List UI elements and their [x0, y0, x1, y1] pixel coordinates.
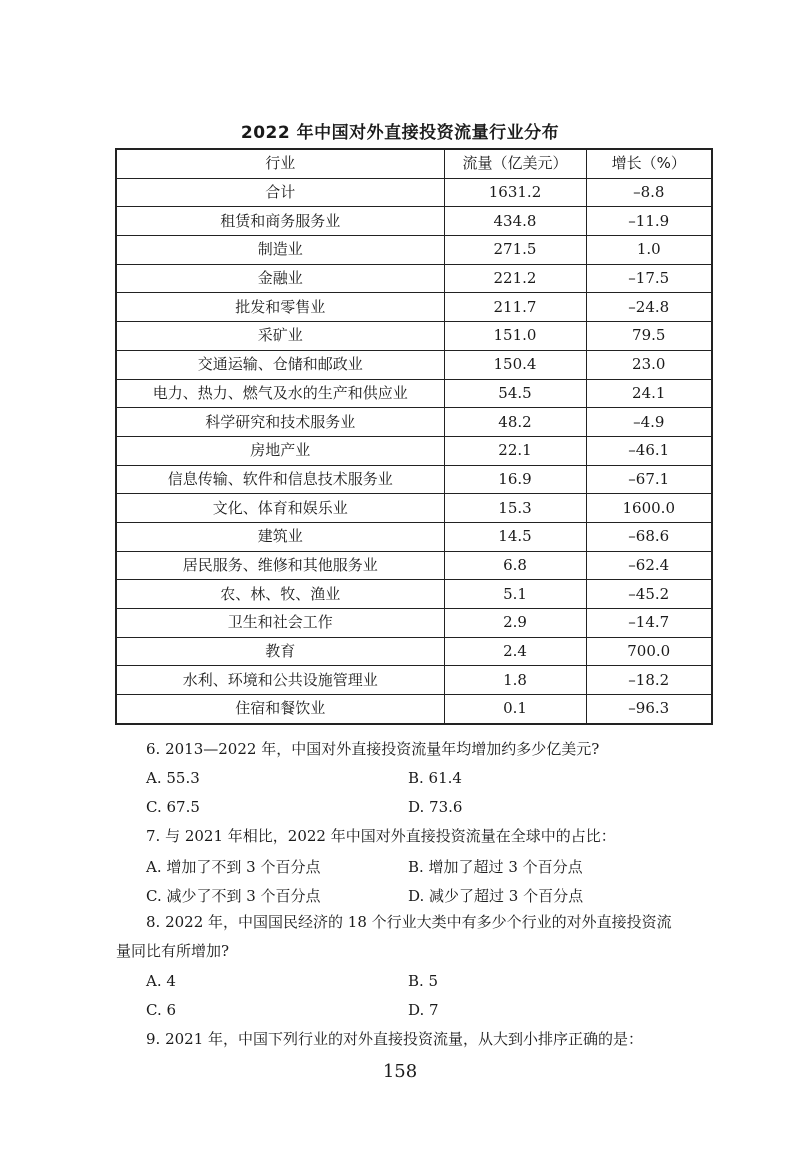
cell-flow: 211.7 — [444, 293, 586, 322]
cell-flow: 150.4 — [444, 350, 586, 379]
cell-growth: –24.8 — [586, 293, 712, 322]
q8-option-d[interactable]: D. 7 — [408, 1001, 439, 1019]
cell-growth: –68.6 — [586, 522, 712, 551]
cell-industry: 交通运输、仓储和邮政业 — [116, 350, 444, 379]
cell-growth: –67.1 — [586, 465, 712, 494]
table-row — [116, 695, 712, 724]
question-9: 9. 2021 年，中国下列行业的对外直接投资流量，从大到小排序正确的是： — [146, 1030, 644, 1048]
header-industry: 行业 — [116, 149, 444, 178]
table-row — [116, 637, 712, 666]
cell-flow: 271.5 — [444, 236, 586, 265]
table-row — [116, 494, 712, 523]
q7-option-b[interactable]: B. 增加了超过 3 个百分点 — [408, 858, 583, 876]
industry-flow-table — [115, 148, 713, 725]
cell-industry: 租赁和商务服务业 — [116, 207, 444, 236]
q7-option-a[interactable]: A. 增加了不到 3 个百分点 — [146, 858, 321, 876]
cell-industry: 制造业 — [116, 236, 444, 265]
cell-industry: 卫生和社会工作 — [116, 609, 444, 638]
table-row — [116, 207, 712, 236]
table-row — [116, 178, 712, 207]
header-growth: 增长（%） — [586, 149, 712, 178]
table-row — [116, 379, 712, 408]
cell-growth: –17.5 — [586, 264, 712, 293]
table-row — [116, 293, 712, 322]
table-row — [116, 236, 712, 265]
cell-industry: 教育 — [116, 637, 444, 666]
table-row — [116, 551, 712, 580]
cell-industry: 科学研究和技术服务业 — [116, 408, 444, 437]
cell-growth: 700.0 — [586, 637, 712, 666]
cell-growth: 1.0 — [586, 236, 712, 265]
q6-option-c[interactable]: C. 67.5 — [146, 798, 200, 816]
cell-flow: 434.8 — [444, 207, 586, 236]
cell-flow: 0.1 — [444, 695, 586, 724]
cell-industry: 金融业 — [116, 264, 444, 293]
cell-growth: –46.1 — [586, 436, 712, 465]
cell-flow: 14.5 — [444, 522, 586, 551]
q6-option-b[interactable]: B. 61.4 — [408, 769, 462, 787]
cell-industry: 批发和零售业 — [116, 293, 444, 322]
cell-industry: 农、林、牧、渔业 — [116, 580, 444, 609]
table-title: 2022 年中国对外直接投资流量行业分布 — [240, 123, 560, 143]
q8-option-c[interactable]: C. 6 — [146, 1001, 177, 1019]
q8-option-a[interactable]: A. 4 — [146, 972, 176, 990]
q7-option-c[interactable]: C. 减少了不到 3 个百分点 — [146, 887, 321, 905]
cell-growth: 23.0 — [586, 350, 712, 379]
table-row — [116, 465, 712, 494]
cell-flow: 6.8 — [444, 551, 586, 580]
cell-flow: 2.4 — [444, 637, 586, 666]
table-row — [116, 666, 712, 695]
q7-option-d[interactable]: D. 减少了超过 3 个百分点 — [408, 887, 584, 905]
cell-flow: 1.8 — [444, 666, 586, 695]
table-row — [116, 436, 712, 465]
cell-industry: 采矿业 — [116, 322, 444, 351]
cell-industry: 住宿和餐饮业 — [116, 695, 444, 724]
cell-growth: 79.5 — [586, 322, 712, 351]
cell-industry: 水利、环境和公共设施管理业 — [116, 666, 444, 695]
table-row — [116, 522, 712, 551]
cell-growth: –8.8 — [586, 178, 712, 207]
cell-growth: –11.9 — [586, 207, 712, 236]
cell-growth: –45.2 — [586, 580, 712, 609]
cell-flow: 221.2 — [444, 264, 586, 293]
cell-flow: 16.9 — [444, 465, 586, 494]
cell-flow: 1631.2 — [444, 178, 586, 207]
cell-flow: 48.2 — [444, 408, 586, 437]
cell-growth: –96.3 — [586, 695, 712, 724]
cell-flow: 2.9 — [444, 609, 586, 638]
question-8: 8. 2022 年，中国国民经济的 18 个行业大类中有多少个行业的对外直接投资流量同比有所增加? — [116, 913, 672, 960]
cell-growth: –4.9 — [586, 408, 712, 437]
cell-flow: 5.1 — [444, 580, 586, 609]
page-number: 158 — [382, 1061, 418, 1082]
cell-industry: 电力、热力、燃气及水的生产和供应业 — [116, 379, 444, 408]
cell-flow: 54.5 — [444, 379, 586, 408]
cell-growth: –18.2 — [586, 666, 712, 695]
header-flow: 流量（亿美元） — [444, 149, 586, 178]
cell-industry: 建筑业 — [116, 522, 444, 551]
cell-growth: 1600.0 — [586, 494, 712, 523]
cell-flow: 15.3 — [444, 494, 586, 523]
cell-industry: 合计 — [116, 178, 444, 207]
cell-flow: 22.1 — [444, 436, 586, 465]
table-row — [116, 350, 712, 379]
table-row — [116, 322, 712, 351]
cell-growth: –14.7 — [586, 609, 712, 638]
cell-industry: 居民服务、维修和其他服务业 — [116, 551, 444, 580]
q8-option-b[interactable]: B. 5 — [408, 972, 439, 990]
table-row — [116, 609, 712, 638]
cell-industry: 文化、体育和娱乐业 — [116, 494, 444, 523]
cell-industry: 房地产业 — [116, 436, 444, 465]
table-row — [116, 580, 712, 609]
q6-option-a[interactable]: A. 55.3 — [146, 769, 200, 787]
q6-option-d[interactable]: D. 73.6 — [408, 798, 463, 816]
table-header-row — [116, 149, 712, 178]
cell-growth: –62.4 — [586, 551, 712, 580]
cell-flow: 151.0 — [444, 322, 586, 351]
cell-industry: 信息传输、软件和信息技术服务业 — [116, 465, 444, 494]
cell-growth: 24.1 — [586, 379, 712, 408]
question-6: 6. 2013—2022 年，中国对外直接投资流量年均增加约多少亿美元? — [146, 740, 600, 758]
table-row — [116, 408, 712, 437]
table-row — [116, 264, 712, 293]
question-7: 7. 与 2021 年相比，2022 年中国对外直接投资流量在全球中的占比： — [146, 827, 616, 845]
